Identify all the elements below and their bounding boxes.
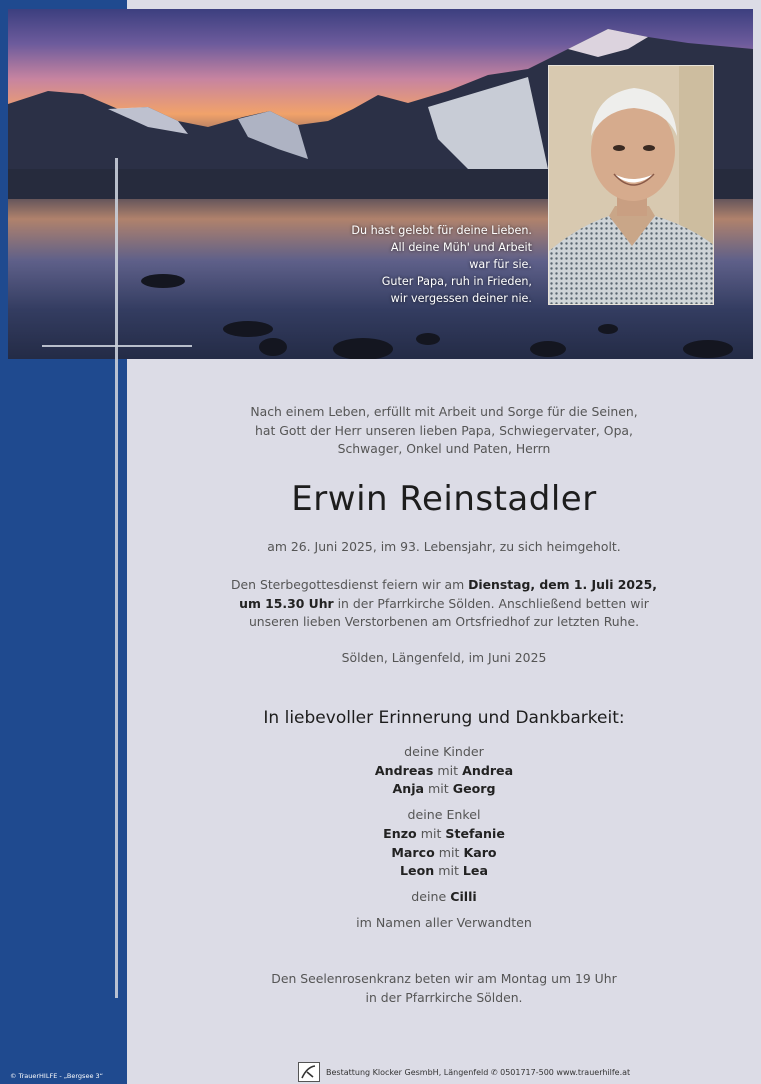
service-text: in der Pfarrkirche Sölden. Anschließend betten wir [333, 595, 649, 611]
intro-text [127, 403, 761, 459]
mit-text: mit [433, 762, 463, 778]
poem-line: Guter Papa, ruh in Frieden, [381, 275, 532, 288]
service-line-3: unseren lieben Verstorbenen am Ortsfriedhof zur letzten Ruhe. [248, 614, 640, 629]
mourner-name: Stefanie [445, 825, 505, 841]
thanks-heading: In liebevoller Erinnerung und Dankbarkeit: [263, 708, 625, 728]
service-time: um 15.30 Uhr [239, 595, 334, 611]
mourner-row [127, 844, 761, 863]
mourner-row [127, 825, 761, 844]
poem [318, 222, 532, 307]
copyright-note: © TrauerHILFE - „Bergsee 3“ [10, 1072, 104, 1080]
intro-line: Schwager, Onkel und Paten, Herrn [337, 441, 551, 456]
intro-line: Nach einem Leben, erfüllt mit Arbeit und Sorge für die Seinen, [250, 404, 638, 419]
mourner-name: Georg [452, 781, 496, 797]
mourner-row [127, 762, 761, 781]
mourner-name: Andreas [374, 762, 434, 778]
mourner-row-cilli [127, 888, 761, 907]
poem-line: Du hast gelebt für deine Lieben. [351, 224, 532, 237]
portrait-illustration [549, 66, 714, 305]
mit-text: mit [434, 863, 463, 879]
poem-line: war für sie. [469, 258, 532, 271]
mourner-row [127, 780, 761, 799]
mourner-name: Cilli [450, 888, 477, 904]
poem-line: wir vergessen deiner nie. [390, 292, 532, 305]
mourner-row [127, 862, 761, 881]
deceased-name: Erwin Reinstadler [291, 479, 597, 519]
mit-text: mit [434, 844, 464, 860]
portrait-photo [548, 65, 714, 305]
intro-line: hat Gott der Herr unseren lieben Papa, Schwiegervater, Opa, [255, 422, 633, 438]
grandchildren-label: deine Enkel [407, 807, 481, 823]
service-date: Dienstag, dem 1. Juli 2025, [468, 577, 657, 592]
mourner-name: Anja [392, 781, 425, 797]
rosary-notice [127, 970, 761, 1007]
service-line-2 [127, 595, 761, 614]
rosary-line: Den Seelenrosenkranz beten wir am Montag um 19 Uhr [271, 971, 617, 986]
death-date: am 26. Juni 2025, im 93. Lebensjahr, zu sich heimgeholt. [267, 539, 621, 554]
mourner-name: Marco [391, 844, 435, 860]
cross-horizontal-beam [42, 345, 192, 347]
footer [298, 1062, 630, 1082]
mourner-name: Leon [400, 863, 435, 879]
cross-vertical-beam [115, 158, 118, 998]
service-text: Den Sterbegottesdienst feiern wir am [231, 577, 469, 592]
footer-text: Bestattung Klocker GesmbH, Längenfeld ✆ 0501717-500 www.trauerhilfe.at [326, 1067, 631, 1077]
mit-text: mit [416, 825, 446, 841]
mit-text: mit [424, 781, 453, 797]
mourner-name: Lea [462, 863, 488, 879]
mourner-name: Andrea [462, 762, 514, 778]
mourner-name: Karo [463, 844, 497, 860]
place-date: Sölden, Längenfeld, im Juni 2025 [341, 650, 547, 665]
mourners-list [127, 743, 761, 932]
mourner-name: Enzo [383, 825, 417, 841]
children-label: deine Kinder [404, 744, 484, 759]
rosary-line: in der Pfarrkirche Sölden. [365, 989, 523, 1005]
service-line-1 [127, 576, 761, 595]
funeral-service-text [127, 576, 761, 632]
funeral-home-logo-icon [298, 1062, 320, 1082]
cilli-prefix: deine [411, 888, 451, 904]
relatives-line: im Namen aller Verwandten [356, 914, 532, 930]
poem-line: All deine Müh' und Arbeit [390, 241, 532, 254]
